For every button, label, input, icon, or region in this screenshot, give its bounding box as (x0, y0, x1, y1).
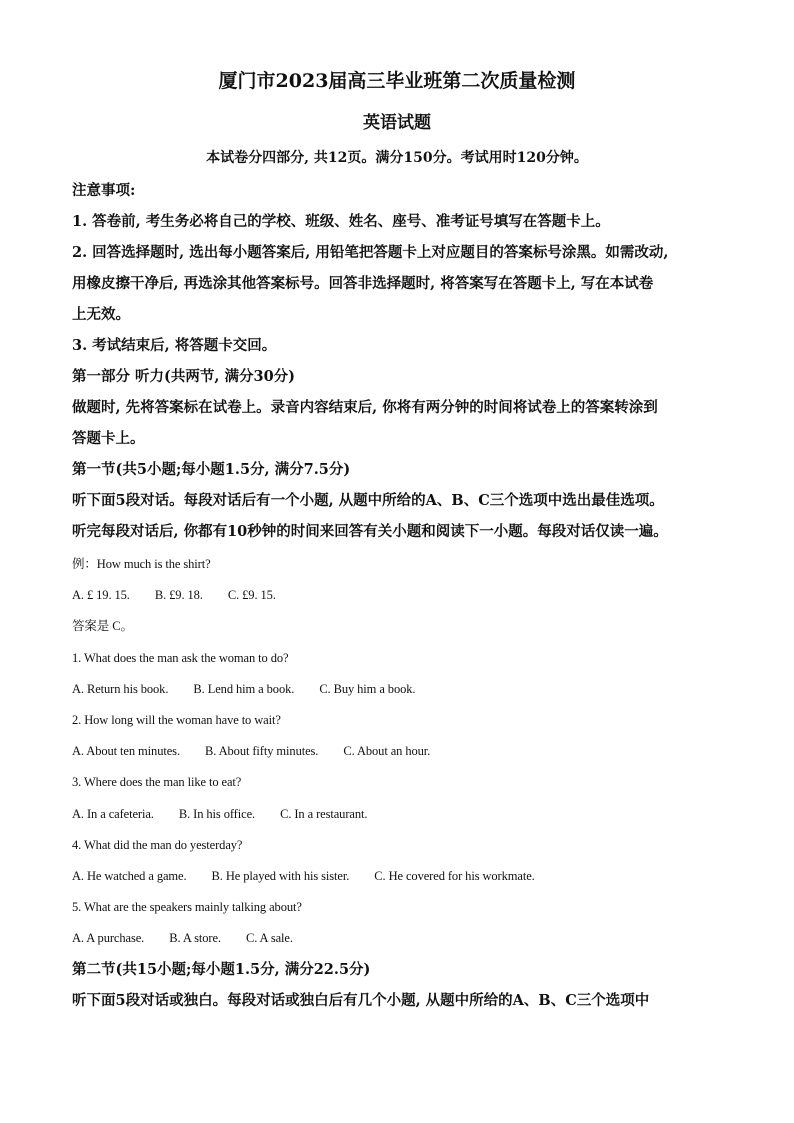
section1-instr-line-2: 听完每段对话后, 你都有10秒钟的时间来回答有关小题和阅读下一小题。每段对话仅读一遍。 (72, 523, 668, 540)
question-5-options (72, 932, 734, 945)
option-b: B. Lend him a book. (193, 682, 295, 696)
section2-heading: 第二节(共15小题;每小题1.5分, 满分22.5分) (72, 961, 371, 978)
example-options (72, 589, 734, 602)
note-item-1: 1. 答卷前, 考生务必将自己的学校、班级、姓名、座号、准考证号填写在答题卡上。 (72, 213, 610, 230)
example-answer: 答案是 C。 (72, 619, 133, 633)
section1-heading: 第一节(共5小题;每小题1.5分, 满分7.5分) (72, 461, 351, 478)
option-c: C. He covered for his workmate. (374, 869, 535, 883)
example-option-c: C. £9. 15. (227, 588, 276, 602)
exam-info: 本试卷分四部分, 共12页。满分150分。考试用时120分钟。 (206, 150, 588, 166)
example-option-a: A. £ 19. 15. (72, 588, 130, 602)
question-3: 3. Where does the man like to eat? (72, 775, 242, 789)
part1-heading: 第一部分 听力(共两节, 满分30分) (72, 368, 296, 385)
note-item-2-line-1: 2. 回答选择题时, 选出每小题答案后, 用铅笔把答题卡上对应题目的答案标号涂黑。如需改动, (72, 244, 669, 261)
option-a: A. In a cafeteria. (72, 807, 154, 821)
option-a: A. Return his book. (72, 682, 169, 696)
option-a: A. A purchase. (72, 931, 145, 945)
option-a: A. He watched a game. (72, 869, 187, 883)
section1-instr-line-1: 听下面5段对话。每段对话后有一个小题, 从题中所给的A、B、C三个选项中选出最佳选项。 (72, 492, 664, 509)
example-question: 例：How much is the shirt? (72, 557, 211, 571)
question-2-options (72, 745, 734, 758)
exam-title: 厦门市2023届高三毕业班第二次质量检测 (218, 70, 576, 92)
question-4: 4. What did the man do yesterday? (72, 838, 243, 852)
option-a: A. About ten minutes. (72, 744, 180, 758)
part1-instr-line-1: 做题时, 先将答案标在试卷上。录音内容结束后, 你将有两分钟的时间将试卷上的答案转涂到 (72, 399, 658, 416)
note-item-3: 3. 考试结束后, 将答题卡交回。 (72, 337, 277, 354)
question-1: 1. What does the man ask the woman to do? (72, 651, 289, 665)
option-b: B. About fifty minutes. (205, 744, 319, 758)
option-c: C. In a restaurant. (280, 807, 368, 821)
note-item-2-line-3: 上无效。 (72, 306, 130, 323)
part1-instr-line-2: 答题卡上。 (72, 430, 145, 447)
option-c: C. About an hour. (343, 744, 431, 758)
notes-heading: 注意事项: (72, 182, 136, 199)
example-option-b: B. £9. 18. (154, 588, 203, 602)
question-3-options (72, 808, 734, 821)
option-c: C. Buy him a book. (319, 682, 416, 696)
exam-subject: 英语试题 (363, 113, 431, 133)
option-c: C. A sale. (245, 931, 293, 945)
question-1-options (72, 683, 734, 696)
question-5: 5. What are the speakers mainly talking about? (72, 900, 302, 914)
note-item-2-line-2: 用橡皮擦干净后, 再选涂其他答案标号。回答非选择题时, 将答案写在答题卡上, 写在本试卷 (72, 275, 654, 292)
question-2: 2. How long will the woman have to wait? (72, 713, 281, 727)
option-b: B. In his office. (178, 807, 256, 821)
option-b: B. He played with his sister. (211, 869, 350, 883)
option-b: B. A store. (169, 931, 221, 945)
section2-instr-line-1: 听下面5段对话或独白。每段对话或独白后有几个小题, 从题中所给的A、B、C三个选项中 (72, 992, 650, 1009)
question-4-options (72, 870, 734, 883)
